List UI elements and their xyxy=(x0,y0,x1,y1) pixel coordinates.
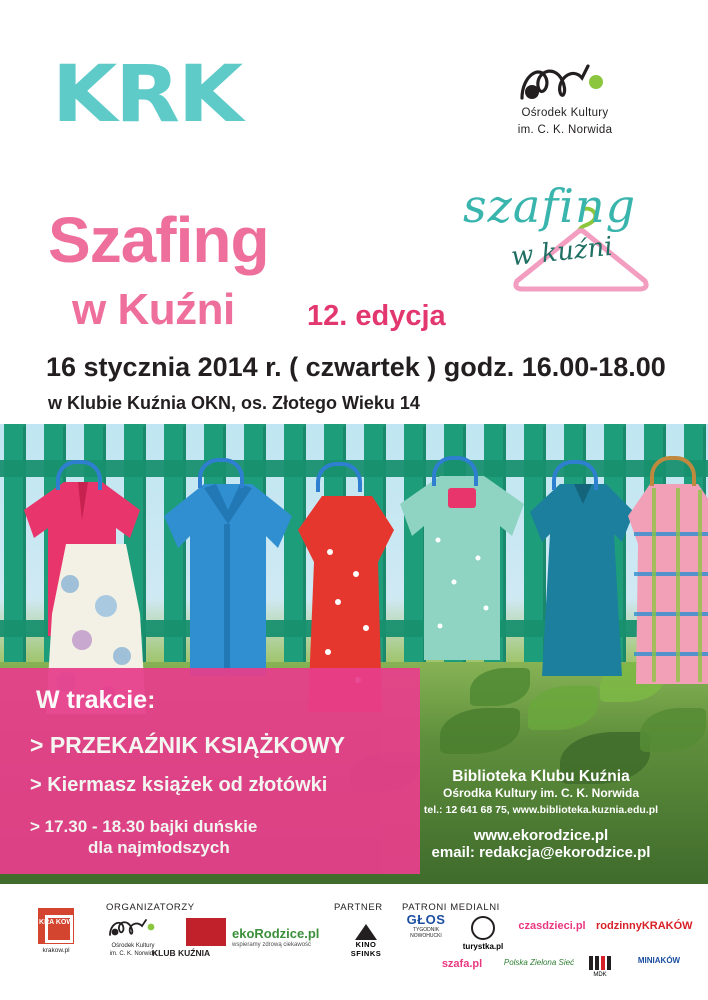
okn-footer-line2: im. C. K. Norwida xyxy=(109,950,157,957)
sfinks-word: SFINKS xyxy=(350,949,382,958)
kuznia-word: KUŹNIA xyxy=(177,948,211,958)
kino-word: KINO xyxy=(355,940,377,949)
edition-label: 12. edycja xyxy=(307,300,446,332)
zielona-siec-name: Polska Zielona Sieć xyxy=(503,958,575,967)
glos-sub2: NOWOHUCKI xyxy=(410,933,442,939)
page-title: Szafing xyxy=(48,204,269,276)
okn-name-line2: im. C. K. Norwida xyxy=(517,124,613,136)
contact-line-2: Ośrodka Kultury im. C. K. Norwida xyxy=(442,786,640,800)
krk-logo: KRK xyxy=(52,50,241,140)
glos-name: GŁOS xyxy=(406,912,446,927)
contact-line-1: Biblioteka Klubu Kuźnia xyxy=(452,768,630,785)
okn-mark-icon xyxy=(470,58,660,104)
program-box xyxy=(0,668,420,874)
program-item-1: > PRZEKAŹNIK KSIĄŻKOWY xyxy=(30,732,345,758)
logo-glos xyxy=(404,912,448,939)
event-place: w Klubie Kuźnia OKN, os. Złotego Wieku 14 xyxy=(48,393,420,413)
logo-czasdzieci xyxy=(514,920,590,932)
turystka-name: turystka.pl xyxy=(462,942,504,951)
contact-line-3: tel.: 12 641 68 75, www.biblioteka.kuznia.edu.pl xyxy=(423,804,659,816)
logo-ekorodzice xyxy=(232,926,328,948)
contact-website[interactable]: www.ekorodzice.pl xyxy=(473,827,609,844)
klub-kuznia-mark xyxy=(186,918,226,946)
program-item-3-line1: > 17.30 - 18.30 bajki duńskie xyxy=(30,817,258,836)
label-partner: PARTNER xyxy=(334,902,383,913)
wkuzni-script-text: w kuźni xyxy=(509,231,615,273)
logo-szafa-pl xyxy=(432,958,492,970)
garment-plaid-dress xyxy=(620,474,708,714)
logo-kino-sfinks xyxy=(336,924,396,958)
logo-zielona-siec xyxy=(498,958,580,967)
logo-miniakow xyxy=(630,956,688,965)
program-item-3-line2: dla najmłodszych xyxy=(88,838,230,857)
ekorodzice-name: ekoRodzice.pl xyxy=(232,926,320,941)
krakow-mark-icon xyxy=(38,908,74,944)
szafing-script-text: szafing xyxy=(463,179,637,233)
label-media-patrons: PATRONI MEDIALNI xyxy=(402,902,500,913)
czasdzieci-name: czasdzieci.pl xyxy=(518,920,586,932)
szafing-handwritten-logo xyxy=(455,175,690,310)
photo-clothesline xyxy=(0,424,708,884)
glos-sub1: TYGODNIK xyxy=(412,927,440,933)
krakow-url: krakow.pl xyxy=(42,947,70,954)
rodzinny-name: rodzinnyKRAKÓW xyxy=(596,920,693,932)
krakow-mark-text: KRA KOW xyxy=(39,919,73,926)
sfinks-triangle-icon xyxy=(355,924,377,940)
contact-email[interactable]: email: redakcja@ekorodzice.pl xyxy=(431,844,651,861)
event-date: 16 stycznia 2014 r. ( czwartek ) godz. 16.00-18.00 xyxy=(46,352,666,382)
logo-mdk xyxy=(578,956,622,978)
program-item-2: > Kiermasz książek od złotówki xyxy=(30,774,328,796)
klub-kuznia-label xyxy=(152,948,210,958)
logo-krakow xyxy=(34,908,78,954)
page-subtitle: w Kuźni xyxy=(72,285,235,334)
ekorodzice-tagline: wspieramy zdrową ciekawość xyxy=(232,942,312,948)
klub-word: KLUB xyxy=(152,948,176,958)
logo-turystka xyxy=(454,916,512,951)
szafa-name: szafa.pl xyxy=(441,958,483,970)
turystka-circle-icon xyxy=(471,916,495,940)
mdk-name: MDK xyxy=(593,972,607,978)
okn-logo xyxy=(470,58,660,138)
contact-block xyxy=(396,768,686,861)
logo-rodzinny-krakow xyxy=(596,920,693,932)
mdk-bars-icon xyxy=(578,956,622,972)
program-heading: W trakcie: xyxy=(36,686,156,714)
okn-name-line1: Ośrodek Kultury xyxy=(521,107,609,119)
label-organizers: ORGANIZATORZY xyxy=(106,902,195,913)
logo-klub-kuznia xyxy=(152,918,226,958)
garment-mint-sweater xyxy=(392,470,532,695)
miniakow-name: MINIAKÓW xyxy=(637,956,681,965)
okn-footer-line1: Ośrodek Kultury xyxy=(111,943,155,949)
program-item-3 xyxy=(30,816,257,858)
